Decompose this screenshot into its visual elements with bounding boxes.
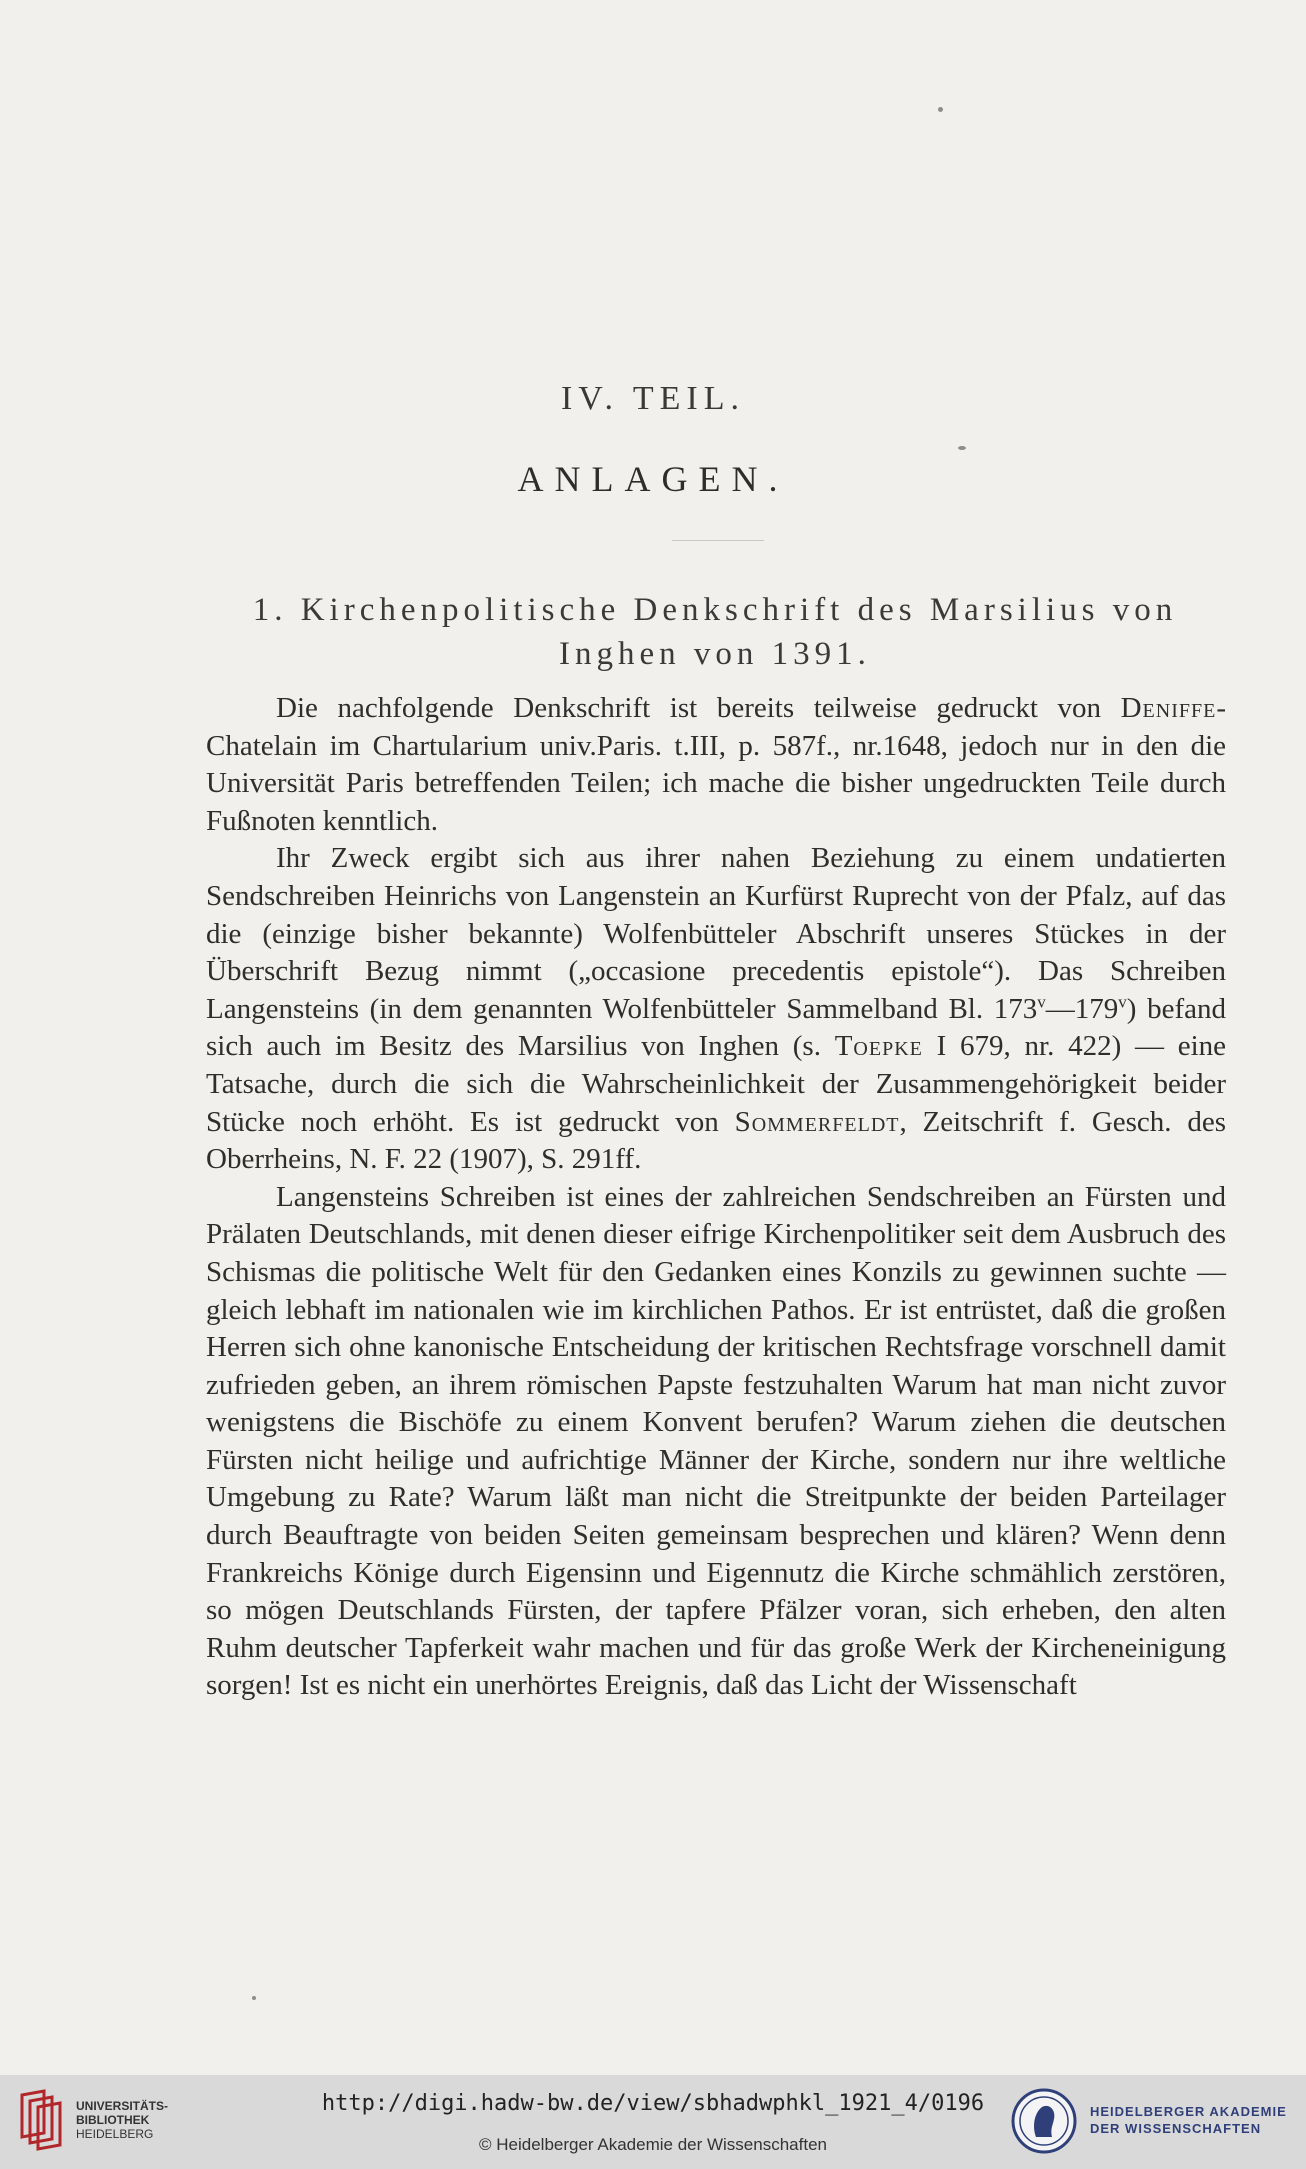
academy-line: DER WISSENSCHAFTEN [1090,2121,1262,2136]
speck [938,107,943,112]
speck [252,1996,256,2000]
ub-line: BIBLIOTHEK [76,2113,150,2127]
author-name: Toepke [834,1030,923,1063]
ub-line: HEIDELBERG [76,2127,154,2141]
text-run: Die nachfolgende Denkschrift ist bereits teilweise gedruckt von [276,692,1101,724]
paragraph-3: Langensteins Schreiben ist eines der zahlreichen Sendschreiben an Fürsten und Prälaten Deutschlands, mit denen dieser eifrige Kirchenpolitiker seit dem Ausbruch des Schismas die politische Welt für den Gedanken eines Konzils zu gewinnen suchte — gleich lebhaft im nationalen wie im kirchlichen Pathos. Er ist entrüstet, daß die großen Herren sich ohne kanonische Entscheidung der kritischen Rechtsfrage vorschnell damit zufrieden geben, an ihrem römischen Papste festzuhalten Warum hat man nicht zuvor wenigstens die Bischöfe zu einem Konvent berufen? Warum ziehen die deutschen Fürsten nicht heilige und aufrichtige Männer der Kirche, sondern nur ihre weltliche Umgebung zu Rate? Warum läßt man nicht die Streitpunkte der beiden Parteilager durch Beauftragte von beiden Seiten gemeinsam besprechen und klären? Wenn denn Frankreichs Könige durch Eigensinn und Eigennutz die Kirche schmählich zerstören, so mögen Deutschlands Fürsten, der tapfere Pfälzer voran, sich erheben, den alten Ruhm deutscher Tapferkeit wahr machen und für das große Werk der Kircheneinigung sorgen! Ist es nicht ein unerhörtes Ereignis, daß das Licht der Wissenschaft [206,1180,1226,1702]
text-run: —179 [1045,992,1119,1025]
author-name: Sommerfeldt [734,1105,900,1138]
viewer-footer [0,2075,1306,2169]
academy-seal-icon[interactable] [1010,2087,1078,2155]
text-run: ) befand sich auch im Besitz des Marsilius von Inghen (s. [206,992,1227,1063]
part-heading: IV. TEIL. [560,380,745,417]
main-heading: ANLAGEN. [517,459,789,499]
superscript: v [1037,992,1046,1012]
paragraph-1 [206,690,1226,840]
divider [672,540,764,541]
section-title-line-2: Inghen von 1391. [559,636,871,672]
section-title-line-1: 1. Kirchenpolitische Denkschrift des Marsilius von [252,592,1178,628]
text-run: I 679, nr. 422) — eine Tatsache, durch die sich die Wahrscheinlichkeit der Zusammengehörigkeit beider Stücke noch erhöht. Es ist gedruckt von [206,1030,1227,1138]
academy-line: HEIDELBERGER AKADEMIE [1090,2104,1287,2119]
academy-name [1090,2103,1287,2137]
ub-line: UNIVERSITÄTS- [76,2099,169,2113]
copyright-notice: © Heidelberger Akademie der Wissenschaften [479,2135,827,2154]
text-run: -Chatelain im Chartularium univ.Paris. t.III, p. 587f., nr.1648, jedoch nur in den die Universität Paris betreffenden Teilen; ich mache die bisher ungedruckten Teile durch Fußnoten kenntlich. [206,692,1227,837]
speck [958,446,966,450]
author-name: Deniffe [1120,692,1217,724]
body-text [206,690,1226,1705]
section-title [200,588,1230,676]
permalink-url[interactable]: http://digi.hadw-bw.de/view/sbhadwphkl_1921_4/0196 [321,2091,985,2116]
text-run: Ihr Zweck ergibt sich aus ihrer nahen Beziehung zu einem undatierten Sendschreiben Heinrichs von Langenstein an Kurfürst Ruprecht von der Pfalz, auf das die (einzige bisher bekannte) Wolfenbütteler Abschrift unseres Stückes in der Überschrift Bezug nimmt („occasione precedentis epistole“). Das Schreiben Langensteins (in dem genannten Wolfenbütteler Sammelband Bl. 173 [206,842,1226,1025]
superscript: v [1118,992,1127,1012]
text-run: , Zeitschrift f. Gesch. des Oberrheins, N. F. 22 (1907), S. 291ff. [206,1105,1227,1176]
paragraph-2 [206,840,1226,1178]
